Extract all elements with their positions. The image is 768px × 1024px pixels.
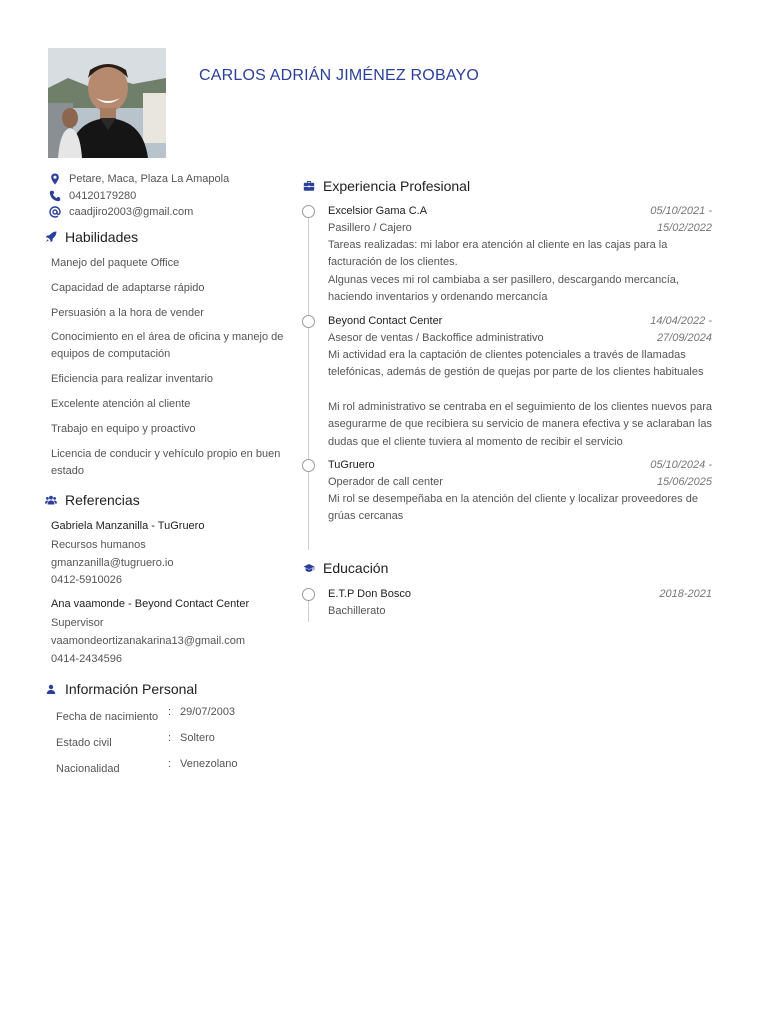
reference-phone: 0412-5910026 xyxy=(51,574,122,587)
timeline-dot xyxy=(302,205,315,218)
personal-row-nationality xyxy=(56,758,276,784)
skills-list xyxy=(51,255,286,487)
education-timeline xyxy=(302,586,712,620)
personal-info-title: Información Personal xyxy=(65,681,198,697)
education-heading xyxy=(302,560,388,576)
experience-item xyxy=(302,457,712,526)
skill-item: Trabajo en equipo y proactivo xyxy=(51,422,196,435)
personal-colon: : xyxy=(168,758,172,770)
reference-item xyxy=(51,518,291,590)
experience-date-start: 05/10/2024 - xyxy=(650,459,712,472)
at-sign-icon xyxy=(48,205,62,219)
education-school: E.T.P Don Bosco xyxy=(328,588,411,600)
personal-value: Soltero xyxy=(180,732,215,744)
personal-row-birthdate xyxy=(56,706,276,732)
experience-company: Beyond Contact Center xyxy=(328,314,443,327)
personal-value: 29/07/2003 xyxy=(180,706,236,718)
timeline-dot xyxy=(302,588,315,601)
skill-item: Persuasión a la hora de vender xyxy=(51,306,204,319)
experience-header xyxy=(328,457,712,491)
education-degree: Bachillerato xyxy=(328,605,386,617)
personal-row-civil-status xyxy=(56,732,276,758)
timeline-dot xyxy=(302,315,315,328)
skill-item: Excelente atención al cliente xyxy=(51,397,191,410)
references-title: Referencias xyxy=(65,492,140,508)
personal-label: Estado civil xyxy=(56,737,112,749)
contact-address-text: Petare, Maca, Plaza La Amapola xyxy=(69,173,230,186)
experience-heading xyxy=(302,178,470,194)
personal-label: Fecha de nacimiento xyxy=(56,711,159,723)
experience-description: Tareas realizadas: mi labor era atención al cliente en las cajas para la facturación de los clientes. Algunas veces mi rol cambiaba a ser pasillero, descargando mercancía, haciendo inventarios y ordenando mercancía xyxy=(328,239,679,304)
references-list xyxy=(51,518,291,674)
contact-email-text: caadjiro2003@gmail.com xyxy=(69,206,194,219)
rocket-icon xyxy=(44,230,58,244)
phone-icon xyxy=(48,189,62,203)
education-title: Educación xyxy=(323,560,389,576)
timeline-dot xyxy=(302,459,315,472)
reference-email: gmanzanilla@tugruero.io xyxy=(51,556,174,569)
experience-date-end: 27/09/2024 xyxy=(656,331,712,344)
references-heading xyxy=(44,492,140,508)
experience-item xyxy=(302,203,712,307)
skill-item: Eficiencia para realizar inventario xyxy=(51,373,214,386)
reference-email: vaamondeortizanakarina13@gmail.com xyxy=(51,634,245,647)
person-icon xyxy=(44,682,58,696)
profile-photo xyxy=(48,48,166,158)
personal-info-heading xyxy=(44,681,197,697)
contact-phone-text: 04120179280 xyxy=(69,189,137,202)
skills-heading xyxy=(44,229,138,245)
education-date: 2018-2021 xyxy=(659,588,712,600)
reference-name: Gabriela Manzanilla - TuGruero xyxy=(51,520,205,532)
skill-item: Licencia de conducir y vehículo propio en buen estado xyxy=(51,447,281,477)
reference-item xyxy=(51,596,291,668)
experience-company: Excelsior Gama C.A xyxy=(328,205,428,217)
experience-role: Pasillero / Cajero xyxy=(328,222,412,234)
personal-colon: : xyxy=(168,706,172,718)
briefcase-icon xyxy=(302,179,316,193)
experience-role: Asesor de ventas / Backoffice administrativo xyxy=(328,331,544,344)
skill-item: Conocimiento en el área de oficina y manejo de equipos de computación xyxy=(51,331,284,361)
contact-info xyxy=(48,171,298,221)
personal-colon: : xyxy=(168,732,172,744)
experience-title: Experiencia Profesional xyxy=(323,178,471,194)
experience-date-end: 15/02/2022 xyxy=(656,222,712,234)
education-item xyxy=(302,586,712,620)
experience-description: Mi rol se desempeñaba en la atención del cliente y localizar proveedores de grúas cercanas xyxy=(328,493,698,523)
contact-address xyxy=(48,171,298,188)
skills-title: Habilidades xyxy=(65,229,139,245)
experience-description: Mi actividad era la captación de clientes potenciales a través de llamadas telefónicas, además de gestión de quejas por parte de los clientes habituales Mi rol administrativo se centraba en el seguimiento de los clientes nuevos para asegurarme de que recibiera su servicio de manera efectiva y se aclaraban las dudas que el cliente tuviera al momento de recibir el servicio xyxy=(328,348,712,448)
contact-phone xyxy=(48,188,298,205)
reference-name: Ana vaamonde - Beyond Contact Center xyxy=(51,598,250,611)
education-header xyxy=(328,586,712,620)
personal-label: Nacionalidad xyxy=(56,763,120,775)
reference-position: Recursos humanos xyxy=(51,539,146,551)
experience-header xyxy=(328,313,712,347)
skill-item: Capacidad de adaptarse rápido xyxy=(51,281,205,294)
experience-date-start: 05/10/2021 - xyxy=(650,205,712,217)
skill-item: Manejo del paquete Office xyxy=(51,257,180,269)
experience-item xyxy=(302,313,712,451)
reference-phone: 0414-2434596 xyxy=(51,652,122,665)
personal-value: Venezolano xyxy=(180,758,238,770)
experience-date-start: 14/04/2022 - xyxy=(650,314,712,327)
candidate-name: CARLOS ADRIÁN JIMÉNEZ ROBAYO xyxy=(199,67,480,84)
personal-info-table xyxy=(56,706,276,784)
graduation-cap-icon xyxy=(302,561,316,575)
experience-header xyxy=(328,203,712,237)
experience-company: TuGruero xyxy=(328,459,375,472)
experience-role: Operador de call center xyxy=(328,476,443,489)
map-pin-icon xyxy=(48,172,62,186)
contact-email xyxy=(48,204,298,221)
users-icon xyxy=(44,493,58,507)
reference-position: Supervisor xyxy=(51,617,104,630)
experience-date-end: 15/06/2025 xyxy=(656,476,712,489)
experience-timeline xyxy=(302,203,712,526)
